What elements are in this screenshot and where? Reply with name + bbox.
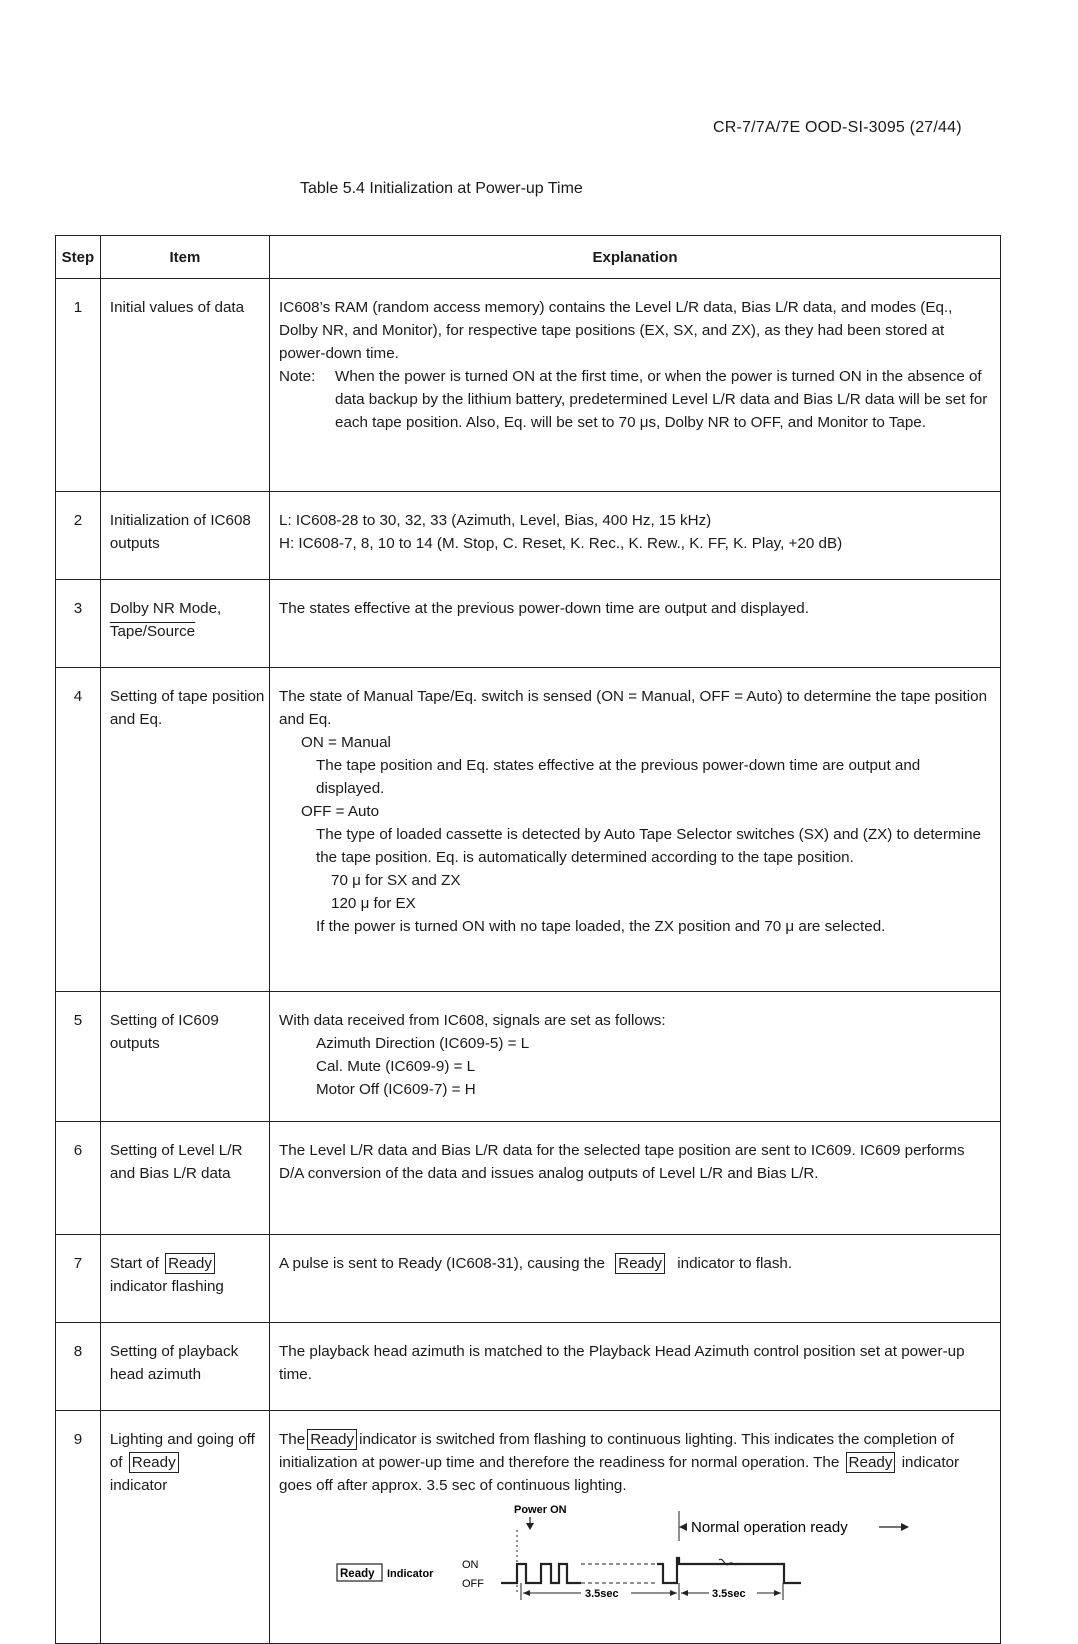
interval-label-2: 3.5sec <box>712 1588 746 1600</box>
table-row <box>56 580 1001 668</box>
interval-arrowhead <box>774 1590 781 1596</box>
explanation-cell <box>270 668 1001 992</box>
item-text: indicator <box>109 1477 168 1494</box>
step-number: 7 <box>56 1235 101 1323</box>
explanation-text: IC608’s RAM (random access memory) contains the Level L/R data, Bias L/R data, and modes (Eq., Dolby NR, and Monitor), for respective tape positions (EX, SX, and ZX), as they had been stored at power-down time. <box>279 299 953 362</box>
note-text: When the power is turned ON at the first time, or when the power is turned ON in the absence of data backup by the lithium battery, predetermined Level L/R data and Bias L/R data will be set for each tape position. Also, Eq. will be set to 70 μs, Dolby NR to OFF, and Monitor to Tape. <box>335 368 988 431</box>
explanation-cell <box>270 992 1001 1122</box>
item-cell: Initial values of data <box>100 279 269 492</box>
table-row <box>56 668 1001 992</box>
explanation-text: The tape position and Eq. states effective at the previous power-down time are output and displayed. <box>316 757 921 797</box>
table-row <box>56 1235 1001 1323</box>
explanation-text: Cal. Mute (IC609-9) = L <box>316 1058 476 1075</box>
interval-label-1: 3.5sec <box>585 1588 619 1600</box>
ready-indicator-label: Ready <box>615 1253 665 1274</box>
table-row <box>56 1411 1001 1644</box>
power-on-label: Power ON <box>514 1504 567 1516</box>
explanation-cell: The states effective at the previous power-down time are output and displayed. <box>270 580 1001 668</box>
item-cell: Setting of Level L/R and Bias L/R data <box>100 1122 269 1235</box>
explanation-cell <box>270 1411 1001 1644</box>
explanation-text: H: IC608-7, 8, 10 to 14 (M. Stop, C. Reset, K. Rec., K. Rew., K. FF, K. Play, +20 dB) <box>279 535 843 552</box>
explanation-text: ON = Manual <box>301 734 391 751</box>
table-title: Table 5.4 Initialization at Power-up Time <box>300 180 583 197</box>
item-cell: Setting of playback head azimuth <box>100 1323 269 1411</box>
ready-indicator-label: Ready <box>165 1253 215 1274</box>
indicator-label: Indicator <box>387 1568 434 1580</box>
item-text: Lighting and going off of <box>109 1431 255 1471</box>
ready-indicator-label: Ready <box>846 1452 896 1473</box>
item-cell: Setting of tape position and Eq. <box>100 668 269 992</box>
interval-arrowhead <box>523 1590 530 1596</box>
header-step: Step <box>56 236 101 279</box>
header-explanation: Explanation <box>270 236 1001 279</box>
item-text: indicator flashing <box>109 1278 224 1295</box>
header-item: Item <box>100 236 269 279</box>
table-row <box>56 492 1001 580</box>
item-text: Tape/Source <box>109 623 196 640</box>
item-cell <box>100 1411 269 1644</box>
step-number: 8 <box>56 1323 101 1411</box>
step-number: 4 <box>56 668 101 992</box>
item-text: Dolby NR Mode, <box>109 600 222 617</box>
item-cell <box>100 580 269 668</box>
explanation-text: indicator is switched from flashing to continuous lighting. This indicates the completion of initialization at power-up time and therefore the readiness for normal operation. The <box>279 1431 954 1471</box>
step-number: 2 <box>56 492 101 580</box>
explanation-text: Azimuth Direction (IC609-5) = L <box>316 1035 530 1052</box>
normal-ready-arrowhead <box>679 1523 687 1531</box>
table-row <box>56 1323 1001 1411</box>
initialization-table <box>55 235 1001 1644</box>
table-row <box>56 279 1001 492</box>
explanation-cell <box>270 492 1001 580</box>
explanation-cell: The Level L/R data and Bias L/R data for the selected tape position are sent to IC609. IC609 performs D/A conversion of the data and issues analog outputs of Level L/R and Bias L/R. <box>270 1122 1001 1235</box>
step-number: 1 <box>56 279 101 492</box>
note <box>279 365 992 434</box>
explanation-text: indicator goes off after approx. 3.5 sec of continuous lighting. <box>279 1454 960 1494</box>
step-number: 6 <box>56 1122 101 1235</box>
table-row <box>56 1122 1001 1235</box>
item-text: Start of <box>109 1255 159 1272</box>
ready-box-text: Ready <box>340 1568 375 1580</box>
item-cell <box>100 1235 269 1323</box>
item-cell: Setting of IC609 outputs <box>100 992 269 1122</box>
continuous-waveform <box>657 1558 801 1583</box>
explanation-text: With data received from IC608, signals are set as follows: <box>279 1012 666 1029</box>
interval-arrowhead <box>681 1590 688 1596</box>
normal-ready-label: Normal operation ready <box>691 1519 848 1536</box>
explanation-cell <box>270 1235 1001 1323</box>
explanation-text: L: IC608-28 to 30, 32, 33 (Azimuth, Level, Bias, 400 Hz, 15 kHz) <box>279 512 712 529</box>
explanation-text: If the power is turned ON with no tape loaded, the ZX position and 70 μ are selected. <box>316 918 886 935</box>
explanation-text: The state of Manual Tape/Eq. switch is sensed (ON = Manual, OFF = Auto) to determine the tape position and Eq. <box>279 688 988 728</box>
explanation-text: 120 μ for EX <box>331 895 416 912</box>
step-number: 5 <box>56 992 101 1122</box>
item-cell: Initialization of IC608 outputs <box>100 492 269 580</box>
table-header-row <box>56 236 1001 279</box>
explanation-text: OFF = Auto <box>301 803 380 820</box>
ready-timing-diagram <box>279 1503 989 1601</box>
power-on-arrowhead <box>526 1523 534 1530</box>
explanation-text: The type of loaded cassette is detected by Auto Tape Selector switches (SX) and (ZX) to determine the tape position. Eq. is automatically determined according to the tape position. <box>316 826 981 866</box>
explanation-text: indicator to flash. <box>677 1255 793 1272</box>
explanation-text: The <box>279 1431 306 1448</box>
explanation-text: 70 μ for SX and ZX <box>331 872 461 889</box>
step-number: 3 <box>56 580 101 668</box>
document-reference: CR-7/7A/7E OOD-SI-3095 (27/44) <box>713 119 962 136</box>
flashing-waveform <box>501 1564 581 1583</box>
explanation-cell <box>270 279 1001 492</box>
explanation-text: Motor Off (IC609-7) = H <box>316 1081 476 1098</box>
ready-indicator-label: Ready <box>307 1429 357 1450</box>
interval-arrowhead <box>670 1590 677 1596</box>
on-label: ON <box>462 1559 479 1571</box>
normal-ready-arrow-end <box>901 1523 909 1531</box>
ready-indicator-label: Ready <box>129 1452 179 1473</box>
off-label: OFF <box>462 1578 485 1590</box>
step-number: 9 <box>56 1411 101 1644</box>
note-label: Note: <box>279 368 316 385</box>
table-row <box>56 992 1001 1122</box>
explanation-cell: The playback head azimuth is matched to the Playback Head Azimuth control position set at power-up time. <box>270 1323 1001 1411</box>
explanation-text: A pulse is sent to Ready (IC608-31), causing the <box>279 1255 605 1272</box>
